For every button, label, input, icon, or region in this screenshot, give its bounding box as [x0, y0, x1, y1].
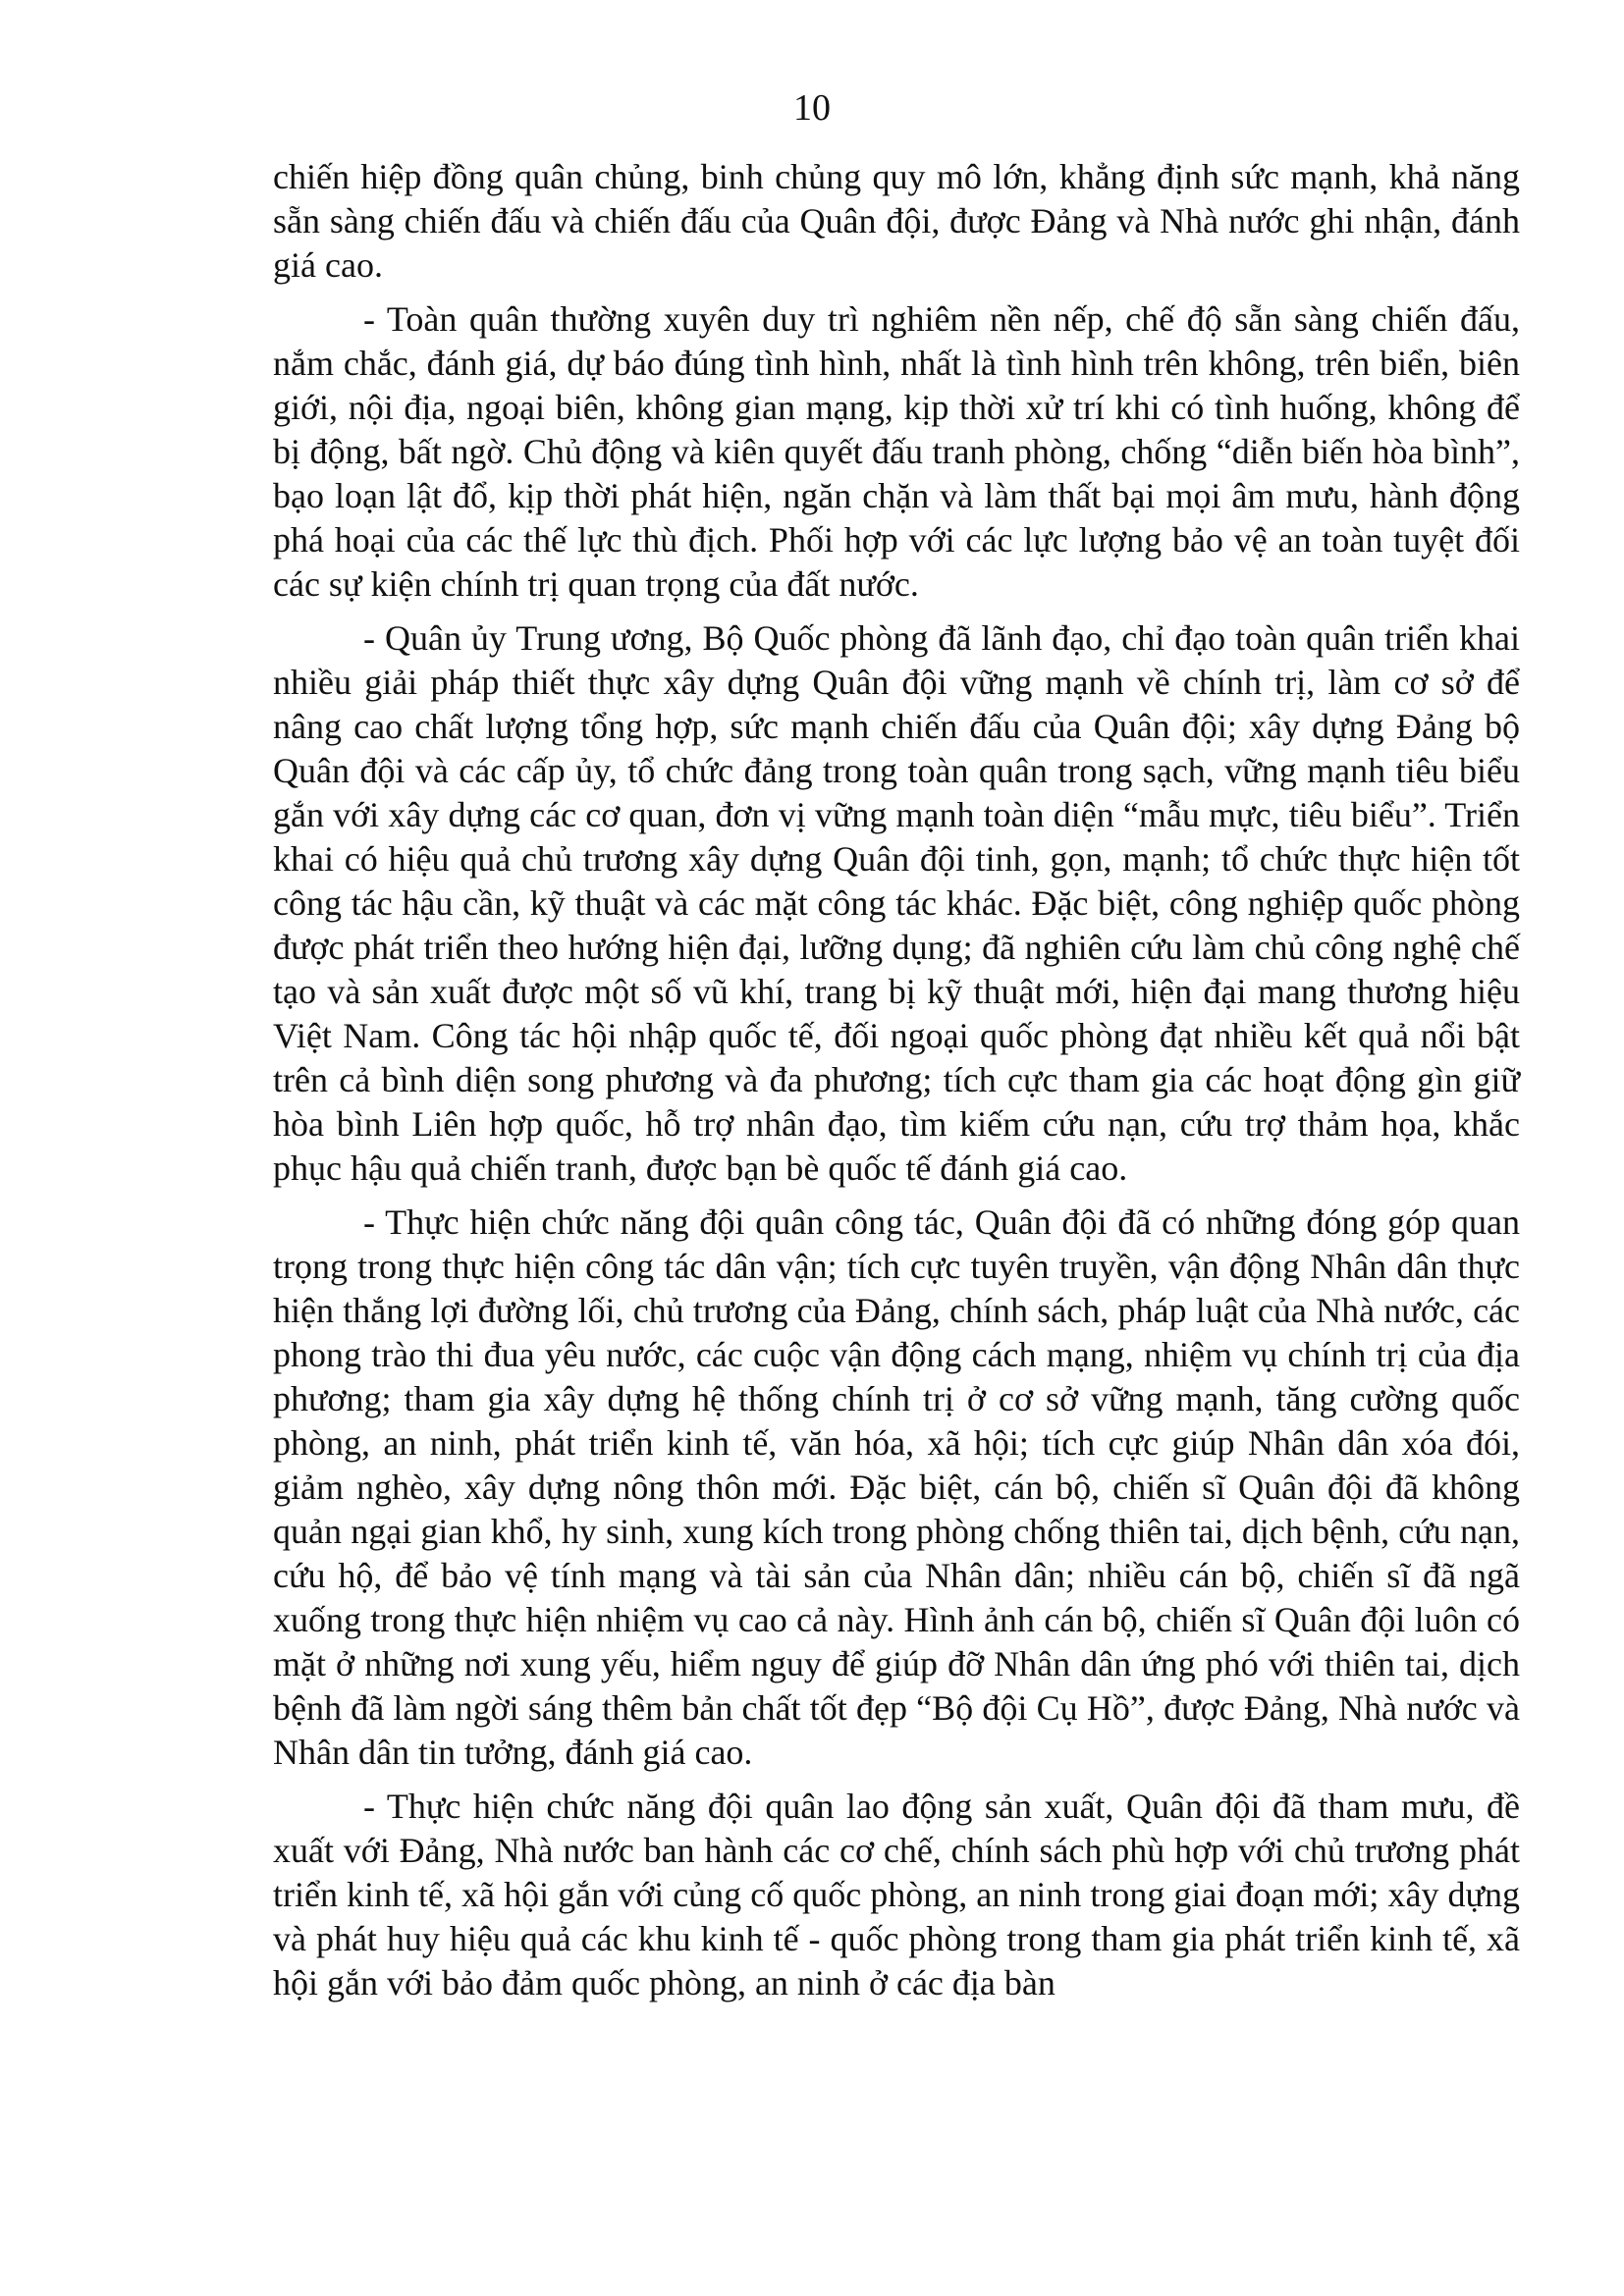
paragraph-working-army: - Thực hiện chức năng đội quân công tác, Quân đội đã có những đóng góp quan trọng trong thực hiện công tác dân vận; tích cực tuyên truyền, vận động Nhân dân thực hiện thắng lợi đường lối, chủ trương của Đảng, chính sách, pháp luật của Nhà nước, các phong trào thi đua yêu nước, các cuộc vận động cách mạng, nhiệm vụ chính trị của địa phương; tham gia xây dựng hệ thống chính trị ở cơ sở vững mạnh, tăng cường quốc phòng, an ninh, phát triển kinh tế, văn hóa, xã hội; tích cực giúp Nhân dân xóa đói, giảm nghèo, xây dựng nông thôn mới. Đặc biệt, cán bộ, chiến sĩ Quân đội đã không quản ngại gian khổ, hy sinh, xung kích trong phòng chống thiên tai, dịch bệnh, cứu nạn, cứu hộ, để bảo vệ tính mạng và tài sản của Nhân dân; nhiều cán bộ, chiến sĩ đã ngã xuống trong thực hiện nhiệm vụ cao cả này. Hình ảnh cán bộ, chiến sĩ Quân đội luôn có mặt ở những nơi xung yếu, hiểm nguy để giúp đỡ Nhân dân ứng phó với thiên tai, dịch bệnh đã làm ngời sáng thêm bản chất tốt đẹp “Bộ đội Cụ Hồ”, được Đảng, Nhà nước và Nhân dân tin tưởng, đánh giá cao.	[273, 1202, 1520, 1772]
paragraph-production-army: - Thực hiện chức năng đội quân lao động sản xuất, Quân đội đã tham mưu, đề xuất với Đảng, Nhà nước ban hành các cơ chế, chính sách phù hợp với chủ trương phát triển kinh tế, xã hội gắn với củng cố quốc phòng, an ninh trong giai đoạn mới; xây dựng và phát huy hiệu quả các khu kinh tế - quốc phòng trong tham gia phát triển kinh tế, xã hội gắn với bảo đảm quốc phòng, an ninh ở các địa bàn	[273, 1787, 1520, 2002]
paragraph-continued: chiến hiệp đồng quân chủng, binh chủng quy mô lớn, khẳng định sức mạnh, khả năng sẵn sàng chiến đấu và chiến đấu của Quân đội, được Đảng và Nhà nước ghi nhận, đánh giá cao.	[273, 157, 1520, 285]
paragraph-combat-readiness: - Toàn quân thường xuyên duy trì nghiêm nền nếp, chế độ sẵn sàng chiến đấu, nắm chắc, đánh giá, dự báo đúng tình hình, nhất là tình hình trên không, trên biển, biên giới, nội địa, ngoại biên, không gian mạng, kịp thời xử trí khi có tình huống, không để bị động, bất ngờ. Chủ động và kiên quyết đấu tranh phòng, chống “diễn biến hòa bình”, bạo loạn lật đổ, kịp thời phát hiện, ngăn chặn và làm thất bại mọi âm mưu, hành động phá hoại của các thế lực thù địch. Phối hợp với các lực lượng bảo vệ an toàn tuyệt đối các sự kiện chính trị quan trọng của đất nước.	[273, 299, 1520, 604]
paragraph-party-leadership: - Quân ủy Trung ương, Bộ Quốc phòng đã lãnh đạo, chỉ đạo toàn quân triển khai nhiều giải pháp thiết thực xây dựng Quân đội vững mạnh về chính trị, làm cơ sở để nâng cao chất lượng tổng hợp, sức mạnh chiến đấu của Quân đội; xây dựng Đảng bộ Quân đội và các cấp ủy, tổ chức đảng trong toàn quân trong sạch, vững mạnh tiêu biểu gắn với xây dựng các cơ quan, đơn vị vững mạnh toàn diện “mẫu mực, tiêu biểu”. Triển khai có hiệu quả chủ trương xây dựng Quân đội tinh, gọn, mạnh; tổ chức thực hiện tốt công tác hậu cần, kỹ thuật và các mặt công tác khác. Đặc biệt, công nghiệp quốc phòng được phát triển theo hướng hiện đại, lưỡng dụng; đã nghiên cứu làm chủ công nghệ chế tạo và sản xuất được một số vũ khí, trang bị kỹ thuật mới, hiện đại mang thương hiệu Việt Nam. Công tác hội nhập quốc tế, đối ngoại quốc phòng đạt nhiều kết quả nổi bật trên cả bình diện song phương và đa phương; tích cực tham gia các hoạt động gìn giữ hòa bình Liên hợp quốc, hỗ trợ nhân đạo, tìm kiếm cứu nạn, cứu trợ thảm họa, khắc phục hậu quả chiến tranh, được bạn bè quốc tế đánh giá cao.	[273, 618, 1520, 1188]
body-text	[273, 155, 1520, 2015]
page-number: 10	[793, 87, 831, 129]
